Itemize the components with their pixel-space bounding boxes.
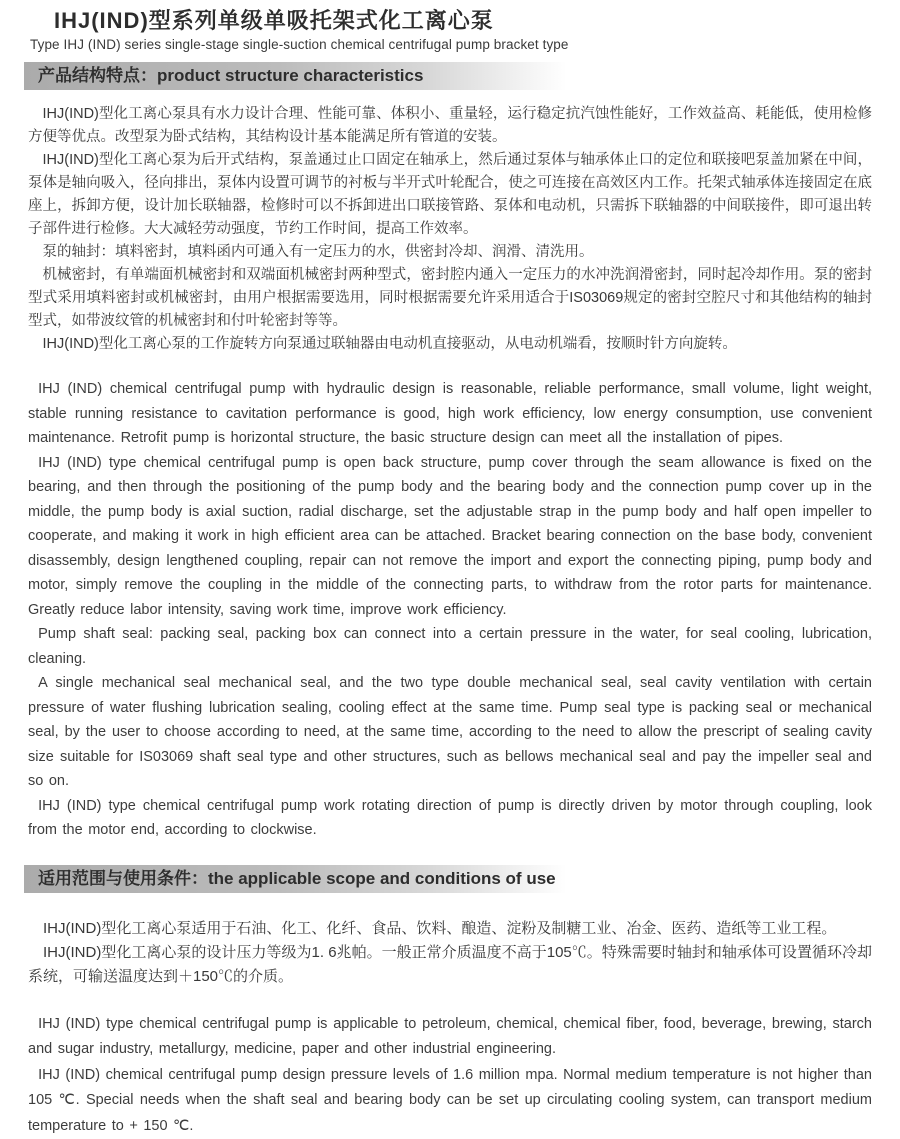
section-heading-applicable-scope: 适用范围与使用条件：the applicable scope and conditions of use	[24, 865, 872, 893]
paragraph-cn: 泵的轴封：填料密封，填料函内可通入有一定压力的水，供密封冷却、润滑、清洗用。	[28, 241, 872, 264]
paragraph-en: IHJ (IND) type chemical centrifugal pump is applicable to petroleum, chemical, chemical fiber, food, beverage, brewing, starch and sugar industry, metallurgy, medicine, paper and other industrial engineering.	[28, 1012, 872, 1063]
document-subtitle: Type IHJ (IND) series single-stage single-suction chemical centrifugal pump bracket type	[30, 37, 872, 53]
section1-chinese-text	[28, 103, 872, 356]
section2-chinese-text	[28, 917, 872, 989]
paragraph-en: IHJ (IND) type chemical centrifugal pump work rotating direction of pump is directly driven by motor through coupling, look from the motor end, according to clockwise.	[28, 794, 872, 843]
document-title: IHJ(IND)型系列单级单吸托架式化工离心泵	[54, 8, 872, 34]
paragraph-en: IHJ (IND) chemical centrifugal pump with hydraulic design is reasonable, reliable performance, small volume, light weight, stable running resistance to cavitation performance is good, high work efficiency, low energy consumption, use convenient maintenance. Retrofit pump is horizontal structure, the basic structure design can meet all the installation of pipes.	[28, 377, 872, 451]
section1-english-text	[28, 377, 872, 843]
paragraph-en: IHJ (IND) type chemical centrifugal pump is open back structure, pump cover through the seam allowance is fixed on the bearing, and then through the positioning of the pump body and the bearing body and the connection pump cover up in the middle, the pump body is axial suction, radial discharge, set the adjustable strap in the pump body and half open impeller to cooperate, and making it work in high efficient area can be attached. Bracket bearing connection on the base body, convenient disassembly, design lengthened coupling, repair can not remove the import and export the connecting piping, pump body and motor, simply remove the coupling in the middle of the connecting parts, to withdraw from the rotor parts for maintenance. Greatly reduce labor intensity, saving work time, improve work efficiency.	[28, 451, 872, 623]
paragraph-cn: IHJ(IND)型化工离心泵为后开式结构，泵盖通过止口固定在轴承上，然后通过泵体与轴承体止口的定位和联接吧泵盖加紧在中间，泵体是轴向吸入，径向排出，泵体内设置可调节的衬板与半开式叶轮配合，使之可连接在高效区内工作。托架式轴承体连接固定在底座上，拆卸方便，设计加长联轴器，检修时可以不拆卸进出口联接管路、泵体和电动机，只需拆下联轴器的中间联接件，即可退出转子部件进行检修。大大减轻劳动强度，节约工作时间，提高工作效率。	[28, 149, 872, 241]
paragraph-en: A single mechanical seal mechanical seal, and the two type double mechanical seal, seal cavity ventilation with certain pressure of water flushing lubrication sealing, cooling effect at the same time. Pump seal type is packing seal or mechanical seal, by the user to choose according to need, at the same time, according to the need to allow the prescript of sealing cavity size suitable for IS03069 shaft seal type and other structures, such as bellows mechanical seal and pay the impeller seal and so on.	[28, 671, 872, 794]
section2-english-text	[28, 1012, 872, 1139]
paragraph-cn: IHJ(IND)型化工离心泵适用于石油、化工、化纤、食品、饮料、酿造、淀粉及制糖工业、冶金、医药、造纸等工业工程。	[28, 917, 872, 941]
paragraph-cn: 机械密封，有单端面机械密封和双端面机械密封两种型式，密封腔内通入一定压力的水冲洗润滑密封，同时起冷却作用。泵的密封型式采用填料密封或机械密封，由用户根据需要选用，同时根据需要允许采用适合于IS03069规定的密封空腔尺寸和其他结构的轴封型式，如带波纹管的机械密封和付叶轮密封等等。	[28, 264, 872, 333]
paragraph-cn: IHJ(IND)型化工离心泵的设计压力等级为1. 6兆帕。一般正常介质温度不高于105℃。特殊需要时轴封和轴承体可设置循环冷却系统，可输送温度达到＋150℃的介质。	[28, 941, 872, 989]
paragraph-en: Pump shaft seal: packing seal, packing box can connect into a certain pressure in the water, for seal cooling, lubrication, cleaning.	[28, 622, 872, 671]
paragraph-en: IHJ (IND) chemical centrifugal pump design pressure levels of 1.6 million mpa. Normal medium temperature is not higher than 105 ℃. Special needs when the shaft seal and bearing body can be set up circulating cooling system, can transport medium temperature to + 150 ℃.	[28, 1063, 872, 1139]
paragraph-cn: IHJ(IND)型化工离心泵具有水力设计合理、性能可靠、体积小、重量轻，运行稳定抗汽蚀性能好，工作效益高、耗能低，使用检修方便等优点。改型泵为卧式结构，其结构设计基本能满足所有管道的安装。	[28, 103, 872, 149]
paragraph-cn: IHJ(IND)型化工离心泵的工作旋转方向泵通过联轴器由电动机直接驱动，从电动机端看，按顺时针方向旋转。	[28, 333, 872, 356]
section-heading-product-structure: 产品结构特点：product structure characteristics	[24, 62, 872, 90]
